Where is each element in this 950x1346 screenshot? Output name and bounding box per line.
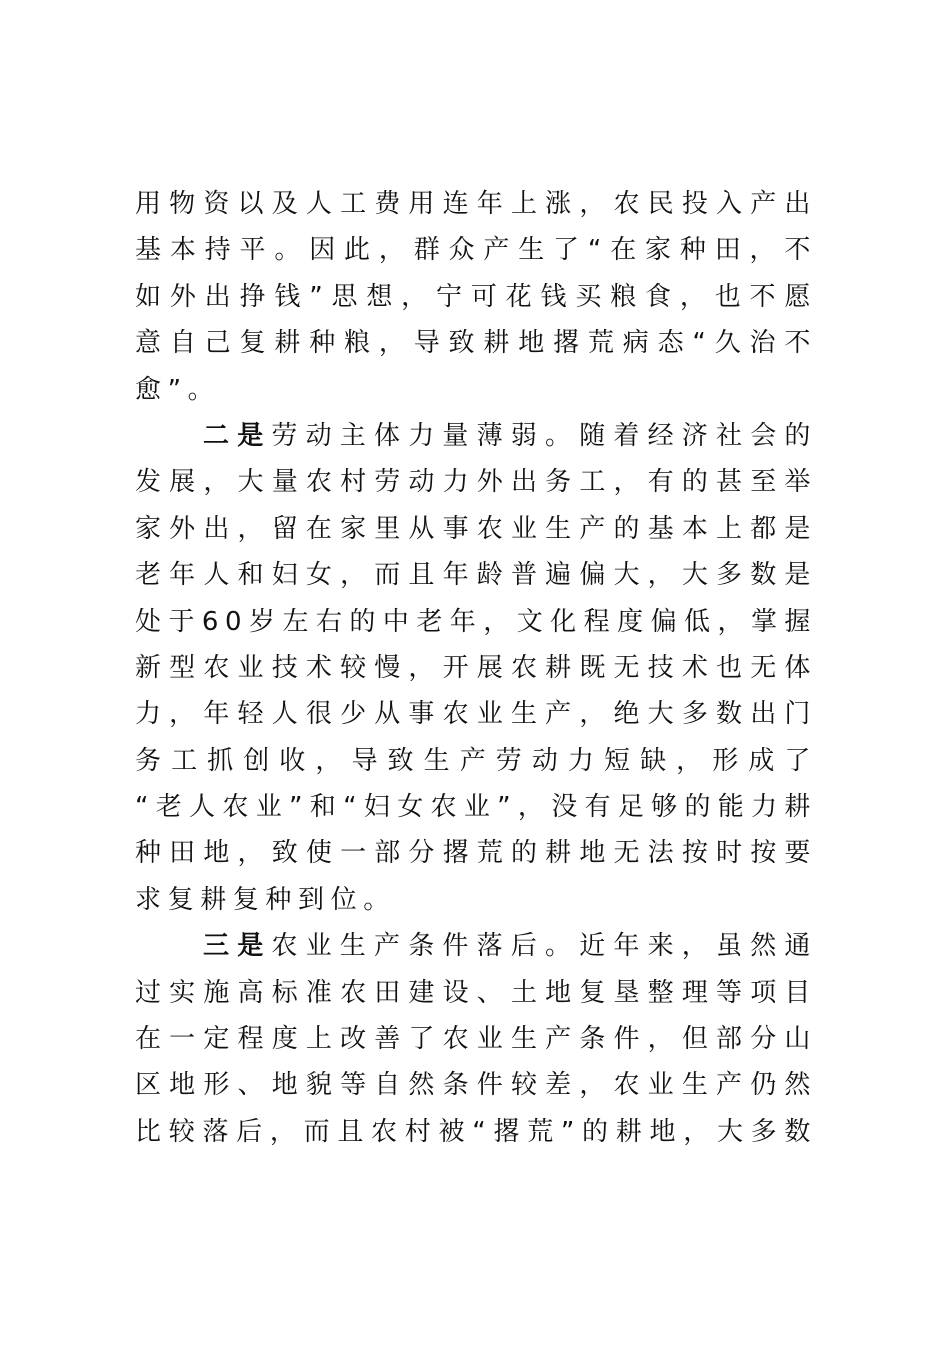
paragraph-1-line-2: 基本持平。因此，群众产生了“在家种田，不 — [135, 235, 817, 266]
paragraph-3-line-1-text: 农业生产条件落后。近年来，虽然通 — [271, 931, 817, 962]
paragraph-3-line-2: 过实施高标准农田建设、土地复垦整理等项目 — [135, 977, 817, 1008]
paragraph-3-line-5: 比较落后，而且农村被“撂荒”的耕地，大多数 — [135, 1116, 817, 1147]
paragraph-2-line-3: 家外出，留在家里从事农业生产的基本上都是 — [135, 513, 817, 544]
paragraph-2-lead: 二是 — [203, 420, 272, 451]
paragraph-1-line-5: 愈”。 — [135, 374, 221, 405]
paragraph-3-line-4: 区地形、地貌等自然条件较差，农业生产仍然 — [135, 1070, 817, 1101]
paragraph-2-line-11: 求复耕复种到位。 — [135, 884, 396, 915]
paragraph-2-line-9: “老人农业”和“妇女农业”，没有足够的能力耕 — [135, 792, 817, 823]
paragraph-2-line-4: 老年人和妇女，而且年龄普遍偏大，大多数是 — [135, 560, 817, 591]
paragraph-3-line-3: 在一定程度上改善了农业生产条件，但部分山 — [135, 1024, 817, 1055]
paragraph-2-line-8: 务工抓创收，导致生产劳动力短缺，形成了 — [135, 745, 817, 776]
paragraph-2-line-7: 力，年轻人很少从事农业生产，绝大多数出门 — [135, 699, 817, 730]
paragraph-1-line-1: 用物资以及人工费用连年上涨，农民投入产出 — [135, 189, 817, 219]
paragraph-1-line-4: 意自己复耕种粮，导致耕地撂荒病态“久治不 — [135, 328, 817, 359]
paragraph-2-line-10: 种田地，致使一部分撂荒的耕地无法按时按要 — [135, 838, 817, 869]
paragraph-1-line-3: 如外出挣钱”思想，宁可花钱买粮食，也不愿 — [135, 281, 817, 312]
paragraph-3-line-1 — [135, 923, 817, 969]
paragraph-2-line-1-text: 劳动主体力量薄弱。随着经济社会的 — [271, 420, 817, 451]
paragraph-2-line-2: 发展，大量农村劳动力外出务工，有的甚至举 — [135, 467, 817, 498]
paragraph-2-line-5: 处于60岁左右的中老年，文化程度偏低，掌握 — [135, 606, 817, 637]
body-text — [135, 181, 817, 1155]
paragraph-3-lead: 三是 — [203, 931, 272, 962]
paragraph-2-line-6: 新型农业技术较慢，开展农耕既无技术也无体 — [135, 652, 817, 683]
paragraph-2-line-1 — [135, 413, 817, 459]
